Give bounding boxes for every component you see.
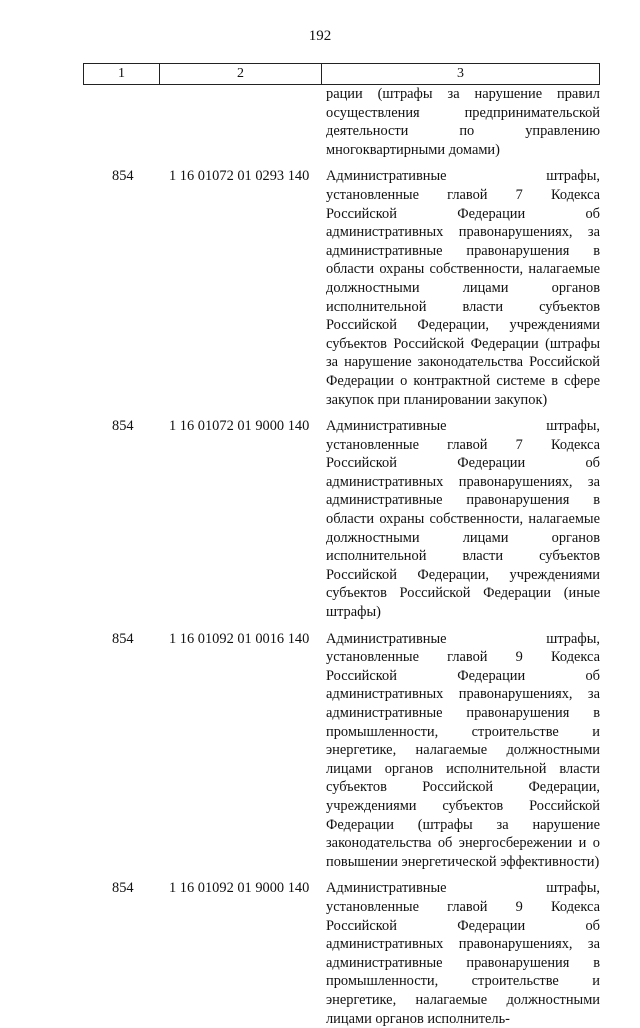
header-col-3: 3	[457, 66, 464, 81]
table-row	[83, 417, 600, 622]
row-description: рации (штрафы за нарушение правил осуществления предпринимательской деятельности по управлению многоквартирными домами)	[326, 86, 600, 158]
header-col-1: 1	[84, 64, 160, 84]
page-number: 192	[308, 28, 332, 44]
table-row	[83, 630, 600, 872]
table-body	[83, 85, 600, 1028]
header-col-2: 2	[160, 64, 322, 84]
table-row	[83, 167, 600, 409]
row-admin-code: 854	[112, 630, 134, 647]
row-admin-code: 854	[112, 880, 134, 897]
row-budget-code: 1 16 01092 01 9000 140	[169, 880, 310, 897]
row-description: Административные штрафы, установленные главой 7 Кодекса Российской Федерации об административных правонарушениях, за административные правонарушения в области охраны собственности, налагаемые должностными лицами органов исполнительной власти субъектов Российской Федерации, учреждениями субъектов Российской Федерации (иные штрафы)	[326, 418, 600, 621]
row-admin-code: 854	[112, 418, 134, 435]
table-header	[83, 63, 600, 85]
row-description: Административные штрафы, установленные главой 7 Кодекса Российской Федерации об административных правонарушениях, за административные правонарушения в области охраны собственности, налагаемые должностными лицами органов исполнительной власти субъектов Российской Федерации, учреждениями субъектов Российской Федерации (штрафы за нарушение законодательства Российской Федерации о контрактной системе в сфере закупок при планировании закупок)	[326, 168, 600, 408]
row-budget-code: 1 16 01092 01 0016 140	[169, 630, 310, 647]
row-admin-code: 854	[112, 168, 134, 185]
row-description: Административные штрафы, установленные главой 9 Кодекса Российской Федерации об административных правонарушениях, за административные правонарушения в промышленности, строительстве и энергетике, налагаемые должностными лицами органов исполнитель-	[326, 880, 600, 1027]
row-budget-code: 1 16 01072 01 9000 140	[169, 418, 310, 435]
row-budget-code: 1 16 01072 01 0293 140	[169, 168, 310, 185]
table-row-continuation	[83, 85, 600, 159]
table-row	[83, 879, 600, 1028]
row-description: Административные штрафы, установленные главой 9 Кодекса Российской Федерации об административных правонарушениях, за административные правонарушения в промышленности, строительстве и энергетике, налагаемые должностными лицами органов исполнительной власти субъектов Российской Федерации, учреждениями субъектов Российской Федерации (штрафы за нарушение законодательства об энергосбережении и о повышении энергетической эффективности)	[326, 630, 600, 870]
